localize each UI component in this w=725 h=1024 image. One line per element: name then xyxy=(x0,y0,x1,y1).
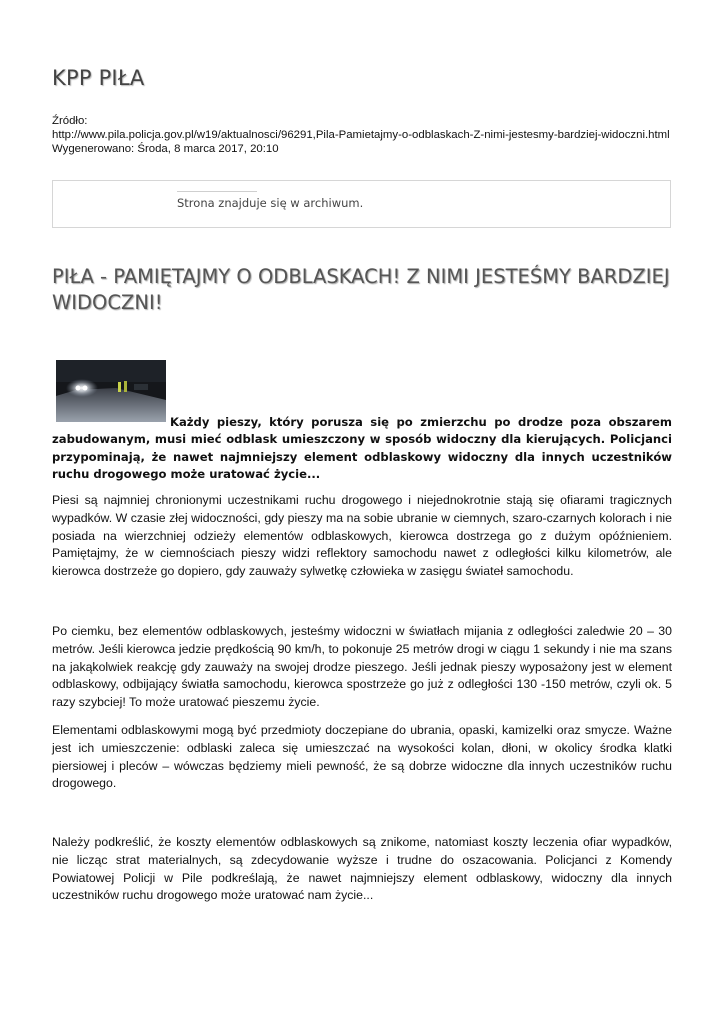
article-paragraph: Elementami odblaskowymi mogą być przedmioty doczepiane do ubrania, opaski, kamizelki oraz smycze. Ważne jest ich umieszczenie: odblaski zaleca się umieszczać na wysokości kolan, dłoni, w okolicy środka klatki piersiowej i pleców – wówczas będziemy mieli pewność, że są dobrze widoczne dla innych uczestników ruchu drogowego. xyxy=(52,723,672,791)
article-title: PIŁA - PAMIĘTAJMY O ODBLASKACH! Z NIMI JESTEŚMY BARDZIEJ WIDOCZNI! xyxy=(52,265,670,314)
article-lead-text: Każdy pieszy, który porusza się po zmierzchu po drodze poza obszarem zabudowanym, musi mieć odblask umieszczony w sposób widoczny dla kierujących. Policjanci przypominają, że nawet najmniejszy element odblaskowy widoczny dla innych uczestników ruchu drogowego może uratować życie... xyxy=(52,415,672,481)
archive-divider xyxy=(177,191,257,192)
article-paragraph: Piesi są najmniej chronionymi uczestnikami ruchu drogowego i niejednokrotnie stają się ofiarami tragicznych wypadków. W czasie złej widoczności, gdy pieszy ma na sobie ubranie w ciemnych, szaro-czarnych kolorach i nie posiada na wierzchniej odzieży elementów odblaskowych, kierowca dostrzega go z dużym opóźnieniem. Pamiętajmy, że w ciemnościach pieszy widzi reflektory samochodu nawet z odległości kilku kilometrów, ale kierowca dostrzeże go dopiero, gdy zauważy sylwetkę człowieka w zasięgu świateł samochodu. xyxy=(52,493,672,579)
night-road-photo xyxy=(56,360,166,422)
article-paragraph: Po ciemku, bez elementów odblaskowych, jesteśmy widoczni w światłach mijania z odległości zaledwie 20 – 30 metrów. Jeśli kierowca jedzie prędkością 90 km/h, to pokonuje 25 metrów drogi w ciągu 1 sekundy i nie ma szans na jakąkolwiek reakcję gdy zauważy na swojej drodze pieszego. Jeśli jednak pieszy wyposażony jest w element odblaskowy, odbijający światła samochodu, kierowca spostrzeże go już z odległości 130 -150 metrów, czyli ok. 5 razy szybciej! To może uratować pieszemu życie. xyxy=(52,624,672,710)
article-lead xyxy=(52,414,672,483)
source-label: Źródło: xyxy=(52,115,88,127)
article-paragraph: Należy podkreślić, że koszty elementów odblaskowych są znikome, natomiast koszty leczenia ofiar wypadków, nie licząc strat materialnych, są zdecydowanie wyższe i trudne do oszacowania. Policjanci z Komendy Powiatowej Policji w Pile podkreślają, że nawet najmniejszy element odblaskowy, widoczny dla innych uczestników ruchu drogowego może uratować nam życie... xyxy=(52,835,672,903)
source-url[interactable]: http://www.pila.policja.gov.pl/w19/aktualnosci/96291,Pila-Pamietajmy-o-odblaskach-Z-nimi-jestesmy-bardziej-widoczni.html xyxy=(52,129,670,141)
source-meta xyxy=(52,114,677,156)
site-title: KPP PIŁA xyxy=(52,66,145,90)
archive-notice: Strona znajduje się w archiwum. xyxy=(177,196,364,210)
generated-date: Wygenerowano: Środa, 8 marca 2017, 20:10 xyxy=(52,143,279,155)
archive-notice-box xyxy=(52,180,671,228)
